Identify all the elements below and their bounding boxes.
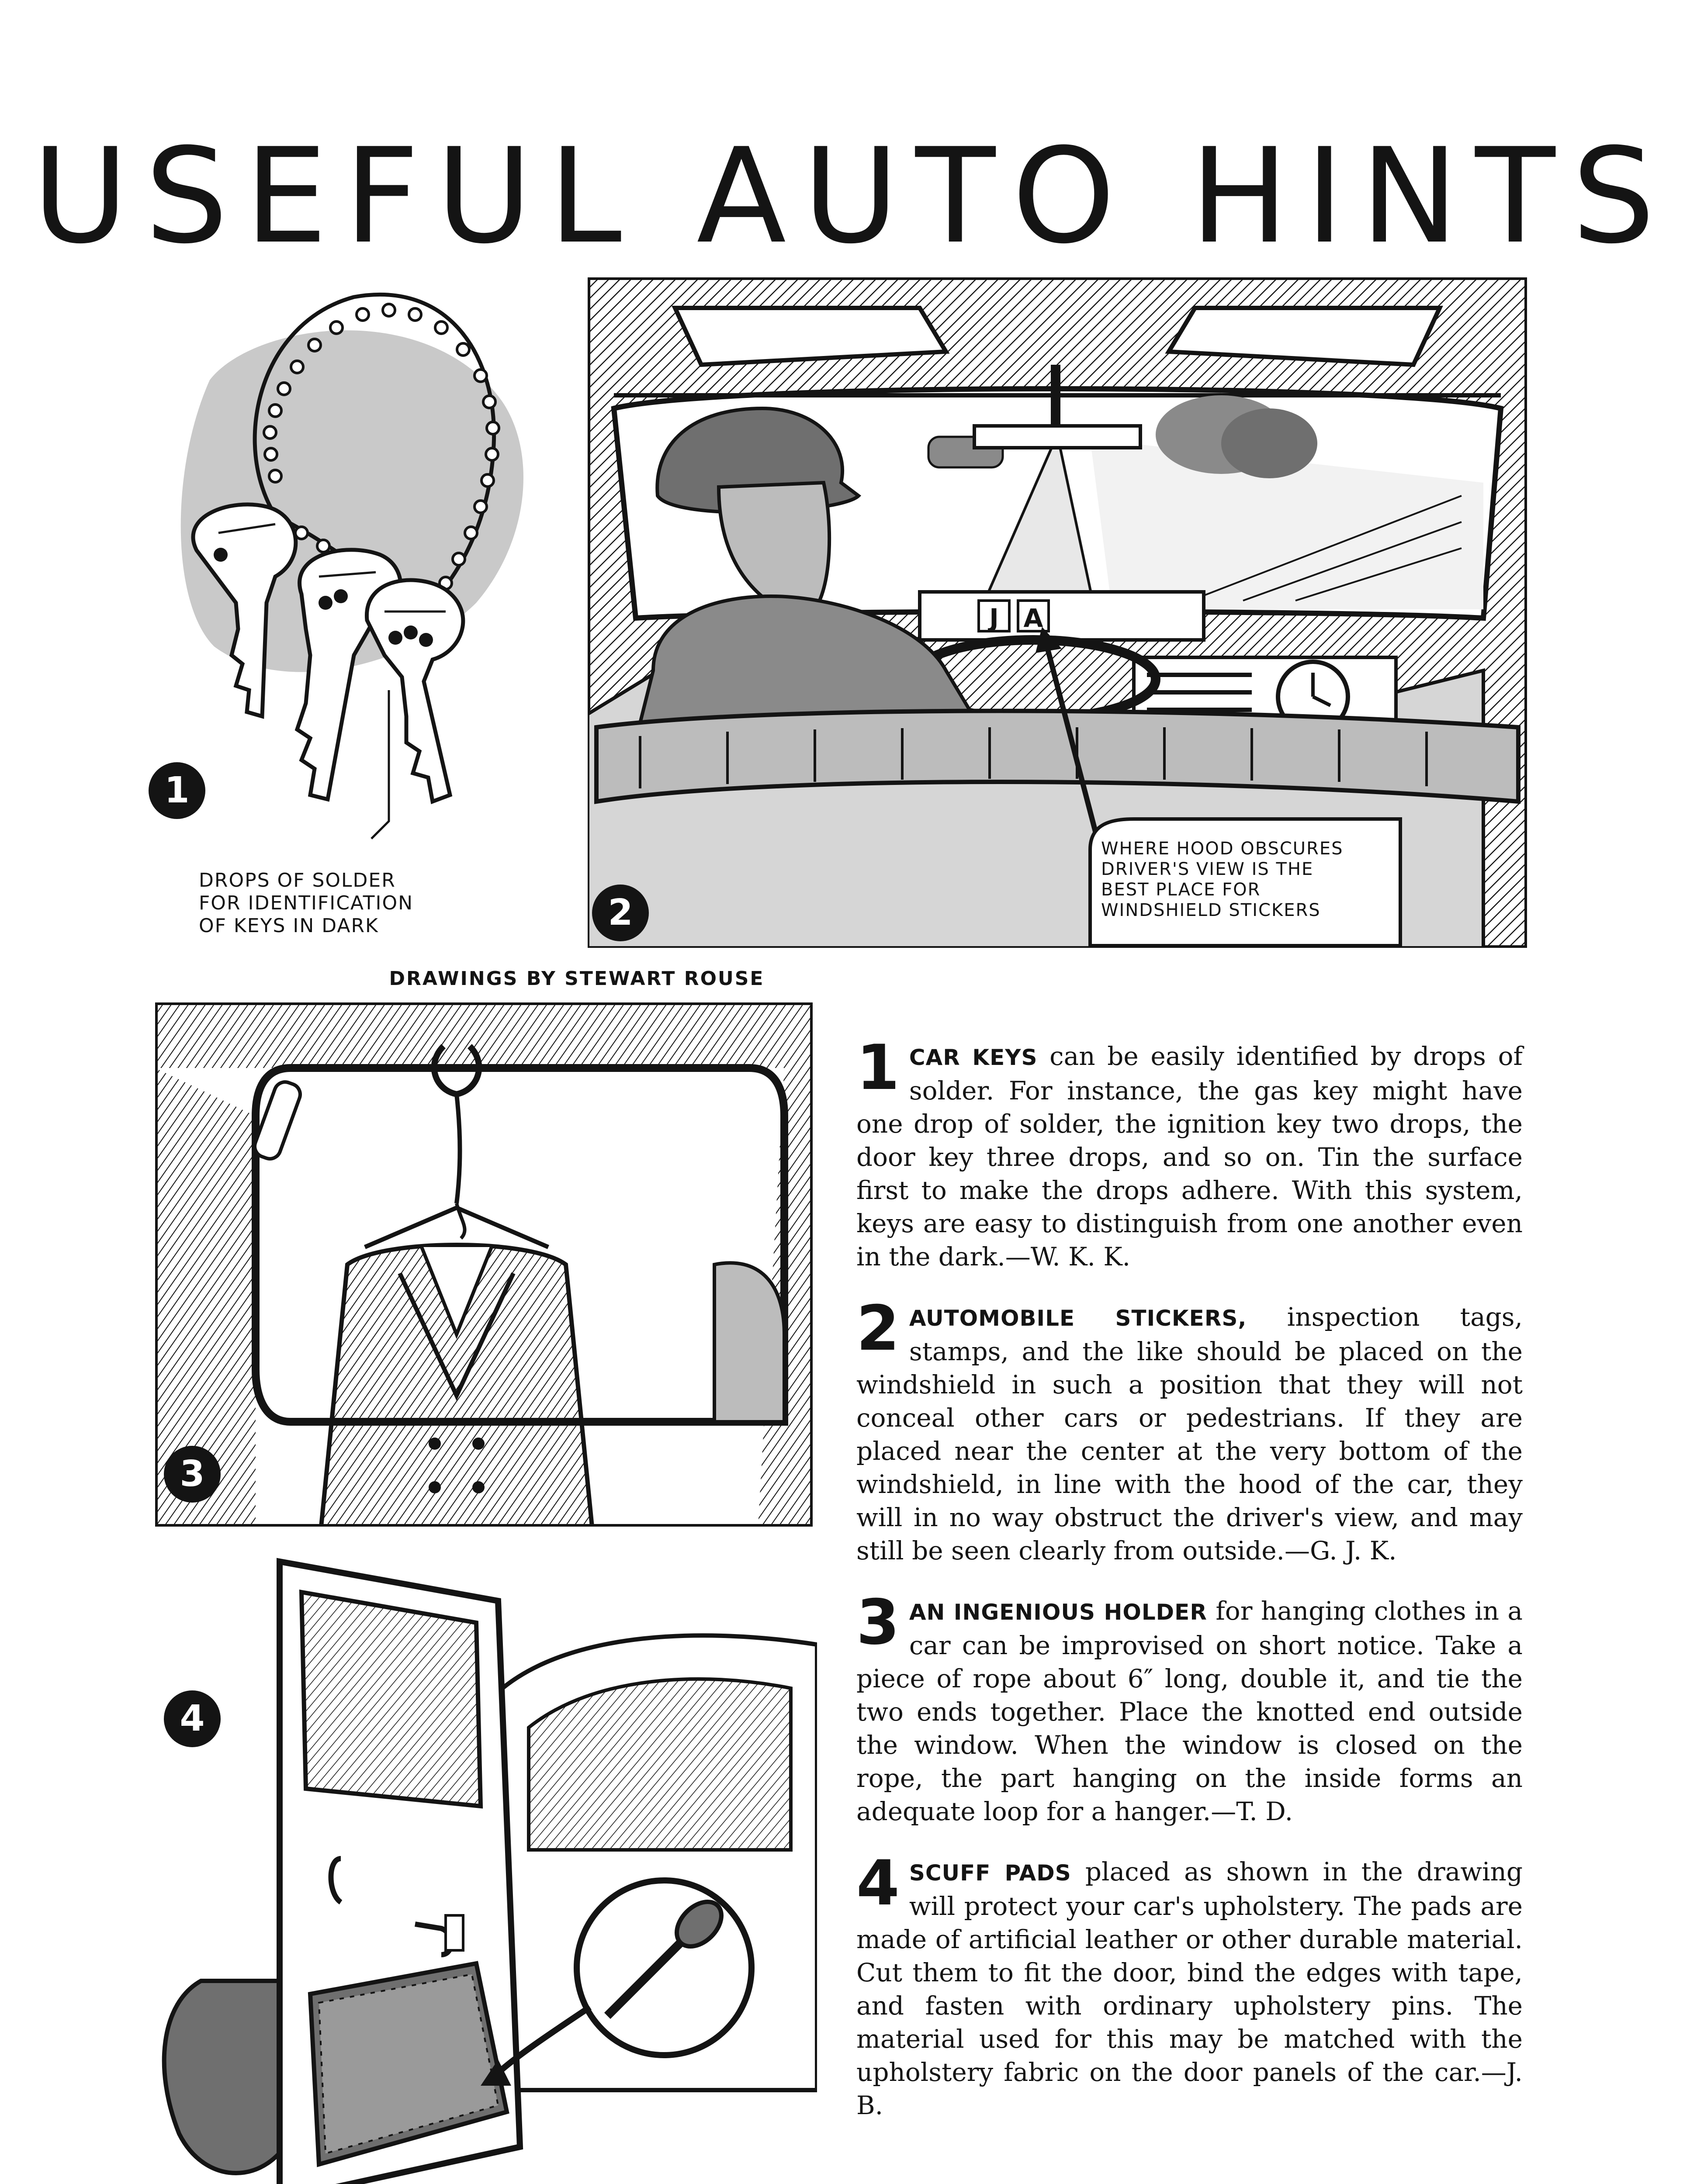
hint-number: 3 xyxy=(856,1586,900,1659)
clothes-holder-illustration xyxy=(155,1002,813,1527)
figure-3-badge: 3 xyxy=(164,1446,221,1503)
hint-body: can be easily identified by drops of solder. For instance, the gas key might have one drop of solder, the ignition key two drops, the door key three drops, and so on. Tin the surface first to make the drops adhere. With this system, keys are easy to distinguish from one another even in the dark.—W. K. K. xyxy=(856,1041,1523,1272)
figure-4-badge: 4 xyxy=(164,1690,221,1747)
hint-body: for hanging clothes in a car can be improvised on short notice. Take a piece of rope about 6″ long, double it, and tie the two ends together. Place the knotted end outside the window. When the window is closed on the rope, the part hanging on the inside forms an adequate loop for a hanger.—T. D. xyxy=(856,1596,1523,1826)
callout-line: BEST PLACE FOR xyxy=(1101,880,1261,900)
page-title: USEFUL AUTO HINTS xyxy=(32,120,1672,273)
hint-lead: AUTOMOBILE STICKERS, xyxy=(909,1306,1247,1331)
keys-illustration xyxy=(144,271,551,926)
callout-line: DRIVER'S VIEW IS THE xyxy=(1101,859,1314,879)
keys-caption-line: OF KEYS IN DARK xyxy=(199,915,379,937)
hint-lead: CAR KEYS xyxy=(909,1045,1038,1070)
hints-column xyxy=(856,1032,1523,2149)
scuff-pad-door-illustration xyxy=(135,1544,817,2184)
drawing-credit: DRAWINGS BY STEWART ROUSE xyxy=(389,968,765,990)
keys-caption-line: FOR IDENTIFICATION xyxy=(199,892,414,914)
hint-body: inspection tags, stamps, and the like should be placed on the windshield in such a position that they will not conceal other cars or pedestrians. If they are placed near the center at the very bottom of the windshield, in line with the hood of the car, they will in no way obstruct the driver's view, and may still be seen clearly from outside.—G. J. K. xyxy=(856,1302,1523,1565)
hint-number: 1 xyxy=(856,1032,900,1104)
keys-caption-line: DROPS OF SOLDER xyxy=(199,869,396,892)
windshield-callout xyxy=(1101,839,1407,921)
sticker-j: J xyxy=(989,603,999,633)
figure-1-badge: 1 xyxy=(149,762,205,819)
figure-2-badge: 2 xyxy=(592,885,649,941)
hint-number: 4 xyxy=(856,1847,900,1919)
hint-number: 2 xyxy=(856,1292,900,1365)
hint-2 xyxy=(856,1292,1523,1567)
keys-caption xyxy=(199,869,505,937)
callout-line: WINDSHIELD STICKERS xyxy=(1101,900,1321,920)
hint-1 xyxy=(856,1032,1523,1273)
callout-line: WHERE HOOD OBSCURES xyxy=(1101,839,1344,859)
hint-lead: SCUFF PADS xyxy=(909,1860,1071,1886)
hint-lead: AN INGENIOUS HOLDER xyxy=(909,1600,1207,1625)
sticker-a: A xyxy=(1023,603,1043,633)
hint-body: placed as shown in the drawing will protect your car's upholstery. The pads are made of artificial leather or other durable material. Cut them to fit the door, bind the edges with tape, and fasten with ordinary upholstery pins. The material used for this may be matched with the upholstery fabric on the door panels of the car.—J. B. xyxy=(856,1857,1523,2120)
hint-3 xyxy=(856,1586,1523,1828)
hint-4 xyxy=(856,1847,1523,2122)
